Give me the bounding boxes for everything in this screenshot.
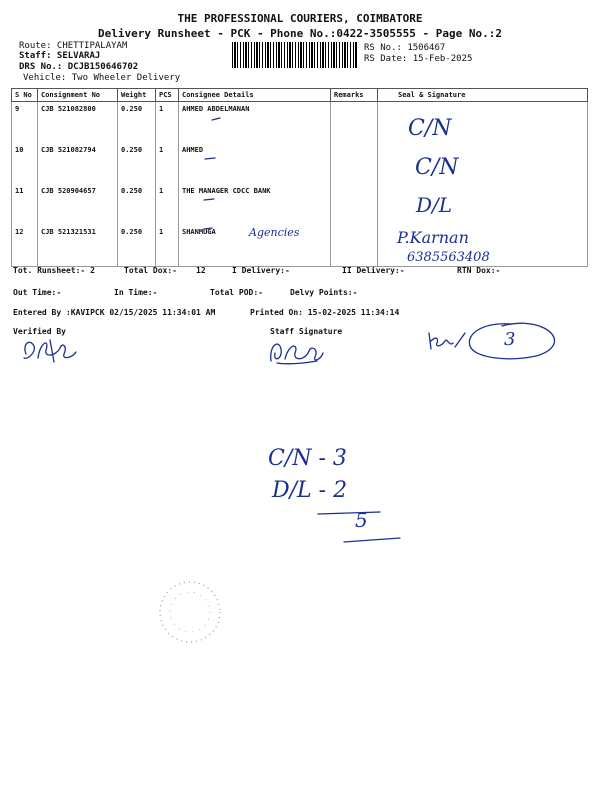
cell-pcs: 1 xyxy=(156,225,179,267)
cell-seal xyxy=(378,184,588,225)
table-row xyxy=(12,143,588,184)
cell-seal xyxy=(378,143,588,184)
cell-sno: 12 xyxy=(12,225,38,267)
tot-runsheet: Tot. Runsheet:- 2 xyxy=(13,266,95,275)
staff: Staff: SELVARAJ xyxy=(19,51,101,61)
cell-consignment: CJB 521321531 xyxy=(38,225,118,267)
total-dox-label: Total Dox:- xyxy=(124,266,177,275)
faint-stamp xyxy=(150,575,230,650)
runsheet-title: Delivery Runsheet - PCK - Phone No.:0422-3505555 - Page No.:2 xyxy=(98,27,502,40)
cell-weight: 0.250 xyxy=(118,225,156,267)
small-ink-marks xyxy=(200,112,230,232)
tally-cn: C/N - 3 xyxy=(268,446,347,471)
cell-consignment: CJB 521082794 xyxy=(38,143,118,184)
cell-consignee: AHMED xyxy=(179,143,331,184)
col-remarks: Remarks xyxy=(331,89,378,102)
cell-consignment: CJB 520904657 xyxy=(38,184,118,225)
cell-weight: 0.250 xyxy=(118,143,156,184)
cell-weight: 0.250 xyxy=(118,184,156,225)
delvy-points: Delvy Points:- xyxy=(290,288,358,297)
tally-total: 5 xyxy=(355,508,368,532)
printed-on: Printed On: 15-02-2025 11:34:14 xyxy=(250,308,400,317)
cell-weight: 0.250 xyxy=(118,102,156,144)
row10-seal-handwriting: C/N xyxy=(415,155,459,180)
company-title: THE PROFESSIONAL COURIERS, COIMBATORE xyxy=(177,12,423,25)
total-dox-value: 12 xyxy=(196,266,206,275)
col-consignment: Consignment No xyxy=(38,89,118,102)
drs-number: DRS No.: DCJB150646702 xyxy=(19,62,139,72)
cell-pcs: 1 xyxy=(156,184,179,225)
row12-seal-name: P.Karnan xyxy=(397,228,469,247)
verified-signature xyxy=(20,332,80,366)
rs-date: RS Date: 15-Feb-2025 xyxy=(364,54,473,64)
cell-sno: 10 xyxy=(12,143,38,184)
in-time: In Time:- xyxy=(114,288,158,297)
barcode xyxy=(232,42,358,68)
table-row xyxy=(12,225,588,267)
cell-consignee: THE MANAGER CDCC BANK xyxy=(179,184,331,225)
vehicle: Vehicle: Two Wheeler Delivery xyxy=(23,73,181,83)
cell-remarks xyxy=(331,184,378,225)
row11-seal-handwriting: D/L xyxy=(416,193,453,217)
cell-consignment: CJB 521082800 xyxy=(38,102,118,144)
cell-sno: 9 xyxy=(12,102,38,144)
ii-delivery: II Delivery:- xyxy=(342,266,405,275)
total-pod: Total POD:- xyxy=(210,288,263,297)
entered-by: Entered By :KAVIPCK 02/15/2025 11:34:01 AM xyxy=(13,308,216,317)
cell-pcs: 1 xyxy=(156,143,179,184)
row12-seal-phone: 6385563408 xyxy=(407,250,490,265)
cell-consignee: SHANMUGA xyxy=(179,225,331,267)
table-header-row xyxy=(12,89,588,102)
col-seal: Seal & Signature xyxy=(378,89,588,102)
tally-dl: D/L - 2 xyxy=(272,478,348,503)
i-delivery: I Delivery:- xyxy=(232,266,290,275)
col-weight: Weight xyxy=(118,89,156,102)
verified-by-label: Verified By xyxy=(13,327,66,336)
cell-remarks xyxy=(331,102,378,144)
cell-sno: 11 xyxy=(12,184,38,225)
row12-consignee-handwriting: Agencies xyxy=(249,226,300,239)
row9-seal-handwriting: C/N xyxy=(408,116,452,141)
table-row xyxy=(12,184,588,225)
staff-signature xyxy=(265,335,325,367)
runsheet-table xyxy=(11,88,588,267)
col-pcs: PCS xyxy=(156,89,179,102)
table-row xyxy=(12,102,588,144)
col-sno: S No xyxy=(12,89,38,102)
staff-signature-label: Staff Signature xyxy=(270,327,343,336)
rtn-dox: RTN Dox:- xyxy=(457,266,501,275)
out-time: Out Time:- xyxy=(13,288,62,297)
route: Route: CHETTIPALAYAM xyxy=(19,41,128,51)
circled-number-value: 3 xyxy=(504,329,516,350)
cell-remarks xyxy=(331,225,378,267)
rs-number: RS No.: 1506467 xyxy=(364,43,446,53)
cell-consignee: AHMED ABDELMANAN xyxy=(179,102,331,144)
col-consignee: Consignee Details xyxy=(179,89,331,102)
cell-remarks xyxy=(331,143,378,184)
cell-pcs: 1 xyxy=(156,102,179,144)
